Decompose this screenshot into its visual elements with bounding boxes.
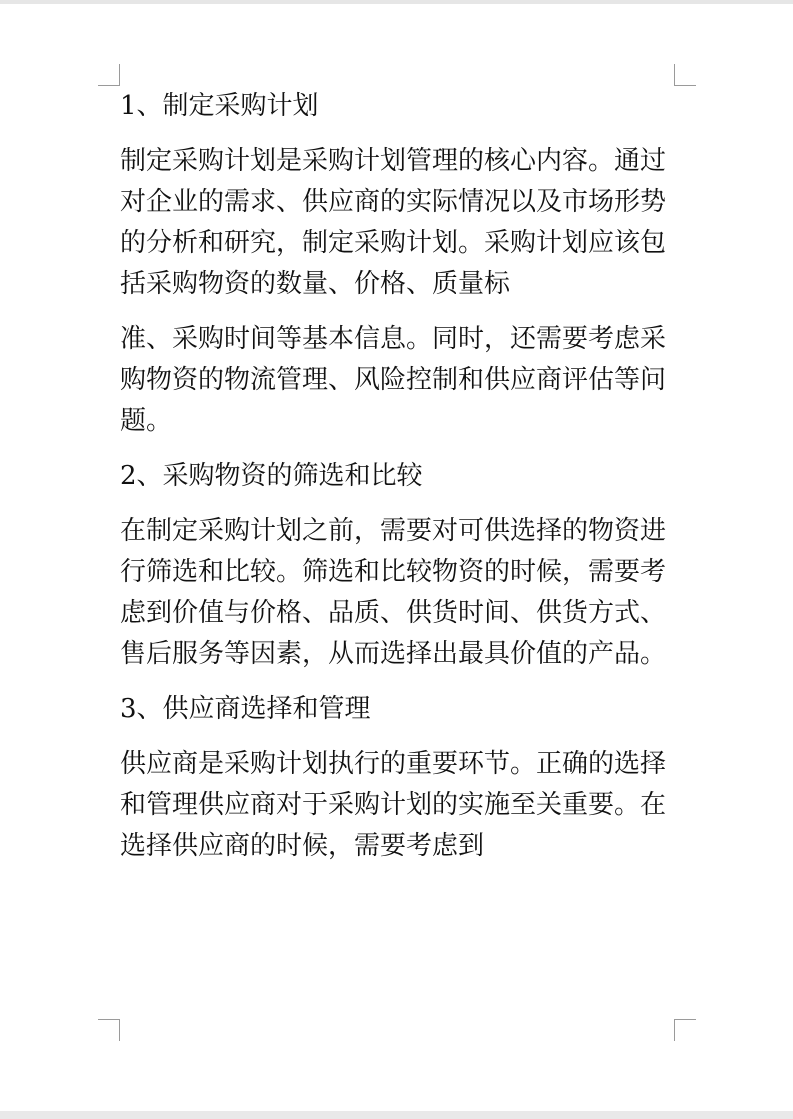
page-bottom-edge: [0, 1111, 793, 1119]
page-top-edge: [0, 0, 793, 4]
margin-corner-mark-top-right: [674, 64, 696, 86]
margin-corner-mark-bottom-left: [98, 1019, 120, 1041]
body-paragraph: 在制定采购计划之前，需要对可供选择的物资进行筛选和比较。筛选和比较物资的时候，需要考虑到价值与价格、品质、供货时间、供货方式、售后服务等因素，从而选择出最具价值的产品。: [120, 516, 667, 669]
body-paragraph: 准、采购时间等基本信息。同时，还需要考虑采购物资的物流管理、风险控制和供应商评估等问题。: [120, 324, 667, 436]
body-paragraph: 制定采购计划是采购计划管理的核心内容。通过对企业的需求、供应商的实际情况以及市场形势的分析和研究，制定采购计划。采购计划应该包括采购物资的数量、价格、质量标: [120, 146, 667, 299]
body-paragraph: 供应商是采购计划执行的重要环节。正确的选择和管理供应商对于采购计划的实施至关重要。在选择供应商的时候，需要考虑到: [120, 749, 667, 861]
section-heading-2: 2、采购物资的筛选和比较: [120, 461, 423, 491]
section-heading-3: 3、供应商选择和管理: [120, 694, 371, 724]
document-body[interactable]: [120, 86, 680, 881]
section-heading-1: 1、制定采购计划: [120, 91, 319, 121]
margin-corner-mark-top-left: [98, 64, 120, 86]
margin-corner-mark-bottom-right: [674, 1019, 696, 1041]
